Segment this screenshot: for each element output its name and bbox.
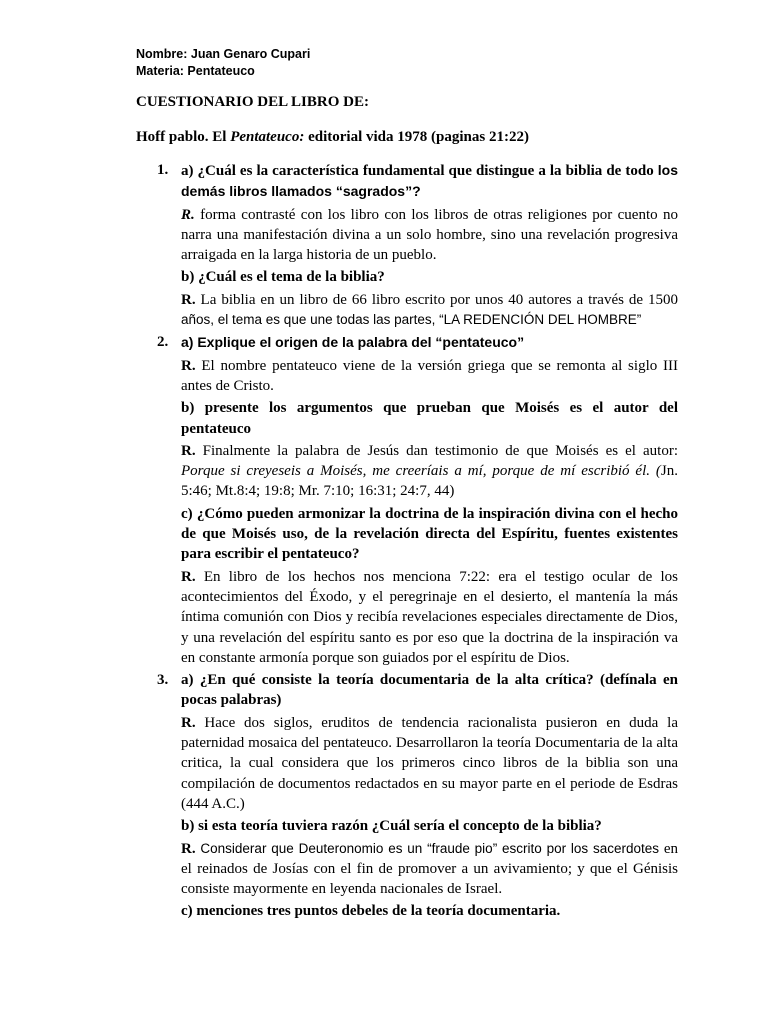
citation-suffix: editorial vida 1978 (paginas 21:22): [304, 129, 529, 145]
answer-body: en el reinados de Josías con el fin de promover a un avivamiento; y que el Génisis consiste mayormente en leyenda nacionales de Israel.: [181, 840, 678, 898]
question-text-part: a) ¿Cuál es la característica fundamental que distingue a la biblia de todo: [181, 163, 654, 179]
citation: [136, 127, 529, 147]
question-text: c) menciones tres puntos debeles de la teoría documentaria.: [181, 903, 561, 920]
answer-body: En libro de los hechos nos menciona 7:22: era el testigo ocular de los acontecimientos del Éxodo, y el peregrinaje en el desierto, el mantenía la más íntima comunión con Dios y recibía revelaciones especiales directamente de Dios, y una revelación del espíritu santo es por eso que la doctrina de la inspiración va en constante armonía porque son guiados por el espíritu de Dios.: [181, 568, 678, 666]
question-list: [157, 160, 678, 924]
subject-line: [136, 63, 310, 80]
answer-marker: R.: [181, 291, 196, 308]
answer-body: Considerar que Deuteronomio es un “fraude pio” escrito por los sacerdotes: [195, 840, 660, 856]
question-item-3: [157, 670, 678, 922]
document-title: CUESTIONARIO DEL LIBRO DE:: [136, 94, 369, 110]
citation-book: Pentateuco:: [230, 129, 305, 145]
name-line: [136, 46, 310, 63]
question-number: 1.: [157, 162, 169, 178]
answer-marker: R.: [181, 840, 196, 857]
question-text: c) ¿Cómo pueden armonizar la doctrina de la inspiración divina con el hecho de que Moisés uso, de la revelación directa del Espíritu, fuentes existentes para escribir el pentateuco?: [181, 505, 678, 563]
answer-marker: R.: [181, 568, 196, 585]
question-text: [181, 332, 678, 353]
answer-body: forma contrasté con los libro con los libros de otras religiones por cuento no narra una manifestación divina a un solo hombre, sino una revelación progresiva arraigada en la larga historia de un pueblo.: [181, 206, 678, 264]
question-text: a) ¿En qué consiste la teoría documentaria de la alta crítica? (defínala en pocas palabras): [181, 672, 678, 709]
answer-text: [181, 713, 678, 814]
answer-body: años, el tema es que une todas las partes, “LA REDENCIÓN DEL HOMBRE”: [181, 312, 642, 328]
answer-text: [181, 441, 678, 502]
answer-body: La biblia en un libro de 66 libro escrito por unos 40 autores a través de 1500: [195, 291, 678, 308]
subject-label: Materia:: [136, 64, 184, 78]
question-text-part: los demás libros llamados “sagrados”?: [181, 162, 678, 200]
answer-marker: R.: [181, 714, 196, 731]
answer-reference: Jn. 5:46; Mt.8:4; 19:8; Mr. 7:10; 16:31; 24:7, 44): [181, 463, 678, 500]
question-text: b) si esta teoría tuviera razón ¿Cuál sería el concepto de la biblia?: [181, 818, 602, 835]
answer-marker: R.: [181, 442, 196, 459]
answer-marker: R.: [181, 206, 195, 223]
question-number: 3.: [157, 672, 169, 689]
citation-prefix: Hoff pablo. El: [136, 129, 231, 145]
question-item-2: [157, 332, 678, 668]
subject-value: Pentateuco: [183, 64, 255, 78]
question-text: [181, 160, 678, 203]
answer-text: [181, 290, 678, 331]
answer-body: Finalmente la palabra de Jesús dan testimonio de que Moisés es el autor:: [195, 442, 678, 459]
question-text-part: a) Explique el origen de la palabra del “pentateuco”: [181, 334, 525, 351]
answer-quote: Porque si creyeseis a Moisés, me creeríais a mí, porque de mí escribió él. (: [181, 463, 661, 480]
answer-text: [181, 205, 678, 266]
question-text: b) ¿Cuál es el tema de la biblia?: [181, 269, 385, 286]
answer-marker: R.: [181, 357, 196, 374]
question-text: b) presente los argumentos que prueban que Moisés es el autor del pentateuco: [181, 400, 678, 437]
answer-body: Hace dos siglos, eruditos de tendencia racionalista pusieron en duda la paternidad mosaica del pentateuco. Desarrollaron la teoría Documentaria de la alta critica, la cual considera que los primeros cinco libros de la biblia son una compilación de documentos redactados en su mayor parte en el periode de Esdras (444 A.C.): [181, 714, 678, 812]
name-value: Juan Genaro Cupari: [187, 47, 311, 61]
question-number: 2.: [157, 334, 169, 351]
answer-body: El nombre pentateuco viene de la versión griega que se remonta al siglo III antes de Cristo.: [181, 357, 678, 394]
answer-text: [181, 356, 678, 397]
answer-text: [181, 567, 678, 668]
answer-text: [181, 839, 678, 900]
question-item-1: [157, 160, 678, 330]
name-label: Nombre:: [136, 47, 188, 61]
document-header: [136, 46, 310, 80]
